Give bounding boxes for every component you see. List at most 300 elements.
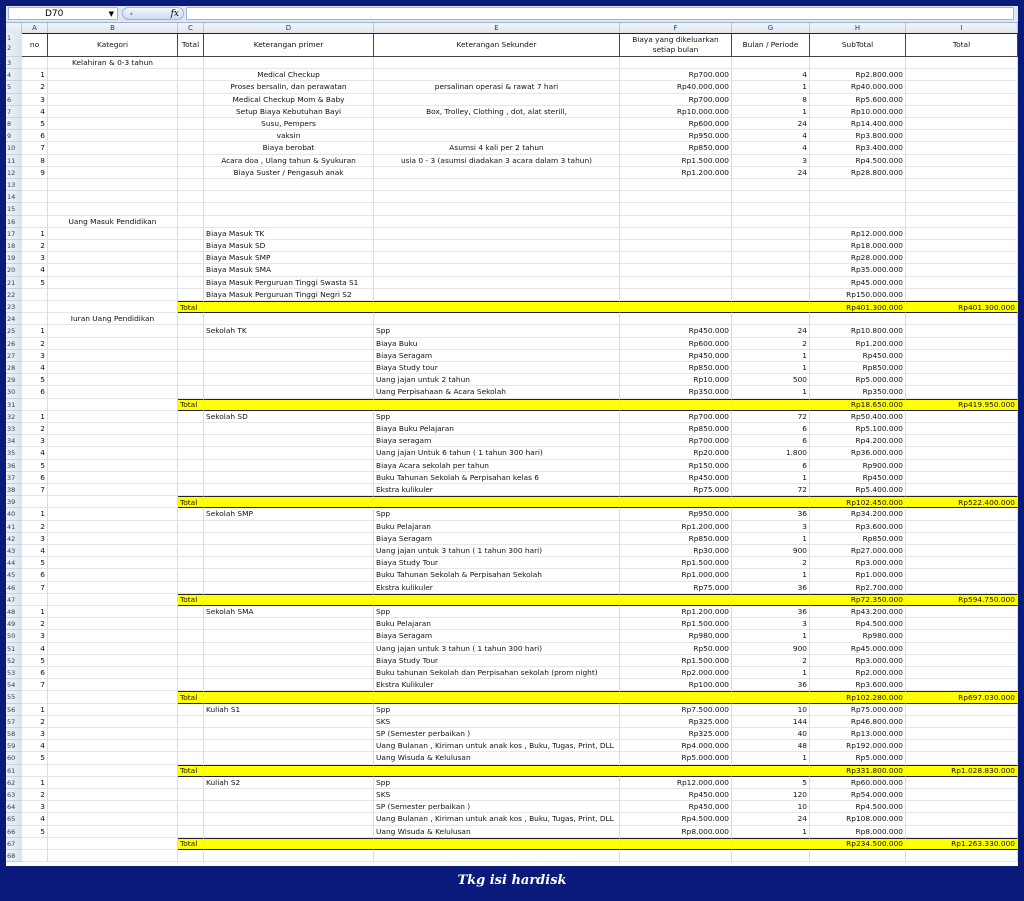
cell-no[interactable]: 5	[22, 752, 48, 764]
cell-periode[interactable]: 10	[732, 704, 810, 716]
cell-subtotal[interactable]: Rp5.600.000	[810, 94, 906, 106]
cell-periode[interactable]: 4	[732, 69, 810, 81]
cell-kategori[interactable]	[48, 179, 178, 191]
cell-total[interactable]	[906, 130, 1018, 142]
cell-no[interactable]: 2	[22, 338, 48, 350]
cell-biaya[interactable]: Rp350.000	[620, 386, 732, 398]
cell-biaya[interactable]: Rp8.000.000	[620, 826, 732, 838]
cell-periode[interactable]: 500	[732, 374, 810, 386]
cell-biaya[interactable]: Rp4.000.000	[620, 740, 732, 752]
cell-primer[interactable]	[204, 301, 374, 313]
cell-periode[interactable]: 900	[732, 643, 810, 655]
cell-total[interactable]	[906, 533, 1018, 545]
cell-subtotal[interactable]: Rp3.800.000	[810, 130, 906, 142]
cell-biaya[interactable]: Rp450.000	[620, 350, 732, 362]
cell-primer[interactable]	[204, 191, 374, 203]
cell-total-label[interactable]	[178, 777, 204, 789]
cell-kategori[interactable]	[48, 264, 178, 276]
cell-kategori[interactable]	[48, 594, 178, 606]
cell-sekunder[interactable]	[374, 118, 620, 130]
cell-primer[interactable]	[204, 423, 374, 435]
cell-subtotal[interactable]: Rp46.800.000	[810, 716, 906, 728]
cell-periode[interactable]: 2	[732, 557, 810, 569]
cell-no[interactable]: 6	[22, 386, 48, 398]
cell-total-label[interactable]	[178, 521, 204, 533]
cell-primer[interactable]: Biaya Suster / Pengasuh anak	[204, 167, 374, 179]
cell-primer[interactable]	[204, 643, 374, 655]
cell-subtotal[interactable]: Rp4.500.000	[810, 801, 906, 813]
cell-sekunder[interactable]: Spp	[374, 325, 620, 337]
cell-subtotal[interactable]: Rp850.000	[810, 533, 906, 545]
cell-biaya[interactable]: Rp10.000.000	[620, 106, 732, 118]
cell-total[interactable]	[906, 264, 1018, 276]
cell-primer[interactable]	[204, 362, 374, 374]
cell-biaya[interactable]: Rp850.000	[620, 533, 732, 545]
cell-sekunder[interactable]: Biaya Buku	[374, 338, 620, 350]
cell-subtotal[interactable]	[810, 216, 906, 228]
cell-biaya[interactable]: Rp450.000	[620, 472, 732, 484]
cell-primer[interactable]	[204, 557, 374, 569]
cell-biaya[interactable]: Rp850.000	[620, 423, 732, 435]
row-header[interactable]: 15	[6, 203, 22, 215]
cell-total[interactable]	[906, 521, 1018, 533]
cell-periode[interactable]: 72	[732, 411, 810, 423]
cell-periode[interactable]: 900	[732, 545, 810, 557]
cell-kategori[interactable]	[48, 704, 178, 716]
cell-total[interactable]	[906, 155, 1018, 167]
cell-no[interactable]: 5	[22, 557, 48, 569]
header-primer[interactable]: Keterangan primer	[204, 33, 374, 57]
cell-periode[interactable]: 36	[732, 679, 810, 691]
cell-primer[interactable]	[204, 850, 374, 862]
cell-total[interactable]	[906, 545, 1018, 557]
cell-primer[interactable]	[204, 545, 374, 557]
cell-biaya[interactable]: Rp850.000	[620, 142, 732, 154]
cell-primer[interactable]: Biaya Masuk Perguruan Tinggi Swasta S1	[204, 277, 374, 289]
cell-kategori[interactable]	[48, 447, 178, 459]
cell-sekunder[interactable]: Uang Wisuda & Kelulusan	[374, 826, 620, 838]
cell-biaya[interactable]: Rp450.000	[620, 801, 732, 813]
row-header[interactable]: 1 2	[6, 33, 22, 57]
cell-sekunder[interactable]: persalinan operasi & rawat 7 hari	[374, 81, 620, 93]
cell-primer[interactable]: Sekolah SMP	[204, 508, 374, 520]
cell-total-label[interactable]	[178, 630, 204, 642]
cell-kategori[interactable]	[48, 240, 178, 252]
cell-total[interactable]	[906, 94, 1018, 106]
cell-no[interactable]: 5	[22, 826, 48, 838]
column-header-d[interactable]: D	[204, 23, 374, 33]
cell-primer[interactable]	[204, 630, 374, 642]
cell-kategori[interactable]	[48, 545, 178, 557]
cell-sekunder[interactable]	[374, 179, 620, 191]
row-header[interactable]: 21	[6, 277, 22, 289]
cell-no[interactable]: 4	[22, 740, 48, 752]
cell-sekunder[interactable]	[374, 252, 620, 264]
header-sekunder[interactable]: Keterangan Sekunder	[374, 33, 620, 57]
row-header[interactable]: 39	[6, 496, 22, 508]
cell-total-label[interactable]	[178, 667, 204, 679]
row-header[interactable]: 33	[6, 423, 22, 435]
cell-sekunder[interactable]: Uang jajan Untuk 6 tahun ( 1 tahun 300 hari)	[374, 447, 620, 459]
cell-total-label[interactable]	[178, 728, 204, 740]
cell-total-label[interactable]	[178, 460, 204, 472]
cell-no[interactable]: 6	[22, 472, 48, 484]
cell-total-label[interactable]	[178, 386, 204, 398]
cell-kategori[interactable]	[48, 325, 178, 337]
cell-biaya[interactable]	[620, 191, 732, 203]
row-header[interactable]: 8	[6, 118, 22, 130]
cell-sekunder[interactable]: Uang jajan untuk 3 tahun ( 1 tahun 300 hari)	[374, 545, 620, 557]
cell-periode[interactable]	[732, 252, 810, 264]
cell-no[interactable]: 3	[22, 728, 48, 740]
cell-total-label[interactable]	[178, 752, 204, 764]
cell-total-label[interactable]: Total	[178, 765, 204, 777]
cell-total[interactable]	[906, 362, 1018, 374]
cell-periode[interactable]: 1	[732, 106, 810, 118]
cell-periode[interactable]	[732, 850, 810, 862]
cell-subtotal[interactable]: Rp12.000.000	[810, 228, 906, 240]
cell-no[interactable]	[22, 765, 48, 777]
row-header[interactable]: 68	[6, 850, 22, 862]
cell-subtotal[interactable]: Rp50.400.000	[810, 411, 906, 423]
cell-periode[interactable]: 36	[732, 508, 810, 520]
cell-biaya[interactable]: Rp1.200.000	[620, 167, 732, 179]
cell-total[interactable]	[906, 643, 1018, 655]
cell-total[interactable]	[906, 374, 1018, 386]
cell-primer[interactable]	[204, 216, 374, 228]
cell-kategori[interactable]	[48, 362, 178, 374]
row-header[interactable]: 66	[6, 826, 22, 838]
cell-kategori[interactable]	[48, 338, 178, 350]
cell-subtotal[interactable]: Rp401.300.000	[810, 301, 906, 313]
row-header[interactable]: 40	[6, 508, 22, 520]
cell-total-label[interactable]	[178, 350, 204, 362]
cell-kategori[interactable]	[48, 801, 178, 813]
cell-periode[interactable]	[732, 496, 810, 508]
cell-no[interactable]: 1	[22, 606, 48, 618]
cell-sekunder[interactable]	[374, 240, 620, 252]
cell-no[interactable]: 5	[22, 118, 48, 130]
cell-no[interactable]: 3	[22, 533, 48, 545]
header-periode[interactable]: Bulan / Periode	[732, 33, 810, 57]
cell-biaya[interactable]: Rp30.000	[620, 545, 732, 557]
row-header[interactable]: 50	[6, 630, 22, 642]
row-header[interactable]: 44	[6, 557, 22, 569]
column-header-g[interactable]: G	[732, 23, 810, 33]
cell-primer[interactable]	[204, 691, 374, 703]
cell-no[interactable]	[22, 289, 48, 301]
cell-subtotal[interactable]	[810, 203, 906, 215]
cell-biaya[interactable]: Rp40.000.000	[620, 81, 732, 93]
cell-total-label[interactable]	[178, 850, 204, 862]
row-header[interactable]: 31	[6, 399, 22, 411]
cell-total-label[interactable]	[178, 191, 204, 203]
cell-kategori[interactable]	[48, 691, 178, 703]
cell-periode[interactable]: 36	[732, 606, 810, 618]
cell-no[interactable]: 5	[22, 374, 48, 386]
cell-kategori[interactable]	[48, 435, 178, 447]
cell-primer[interactable]	[204, 838, 374, 850]
cell-total-label[interactable]	[178, 826, 204, 838]
cell-kategori[interactable]	[48, 423, 178, 435]
cell-kategori[interactable]	[48, 289, 178, 301]
chevron-down-icon[interactable]: ▼	[108, 10, 114, 18]
cell-kategori[interactable]	[48, 582, 178, 594]
cell-total[interactable]	[906, 106, 1018, 118]
cell-kategori[interactable]	[48, 765, 178, 777]
row-header[interactable]: 67	[6, 838, 22, 850]
cell-total[interactable]	[906, 338, 1018, 350]
cell-primer[interactable]	[204, 594, 374, 606]
cell-total[interactable]	[906, 582, 1018, 594]
cell-total-label[interactable]	[178, 447, 204, 459]
cell-subtotal[interactable]: Rp5.100.000	[810, 423, 906, 435]
cell-total[interactable]	[906, 447, 1018, 459]
cell-sekunder[interactable]: Biaya Acara sekolah per tahun	[374, 460, 620, 472]
cell-biaya[interactable]: Rp450.000	[620, 789, 732, 801]
cell-biaya[interactable]: Rp1.500.000	[620, 557, 732, 569]
cell-sekunder[interactable]: Biaya Seragam	[374, 630, 620, 642]
cell-total-label[interactable]	[178, 118, 204, 130]
cell-kategori[interactable]	[48, 301, 178, 313]
cell-no[interactable]: 7	[22, 582, 48, 594]
cell-sekunder[interactable]: Buku Tahunan Sekolah & Perpisahan kelas 6	[374, 472, 620, 484]
row-header[interactable]: 46	[6, 582, 22, 594]
row-header[interactable]: 19	[6, 252, 22, 264]
cell-total[interactable]	[906, 179, 1018, 191]
cell-biaya[interactable]	[620, 252, 732, 264]
cell-biaya[interactable]: Rp5.000.000	[620, 752, 732, 764]
cell-biaya[interactable]	[620, 228, 732, 240]
cell-subtotal[interactable]: Rp4.500.000	[810, 618, 906, 630]
cell-biaya[interactable]: Rp980.000	[620, 630, 732, 642]
cell-sekunder[interactable]: Biaya Seragam	[374, 533, 620, 545]
cell-no[interactable]: 3	[22, 435, 48, 447]
cell-kategori[interactable]	[48, 521, 178, 533]
cell-biaya[interactable]	[620, 203, 732, 215]
cell-sekunder[interactable]: Buku Pelajaran	[374, 618, 620, 630]
cell-total-label[interactable]	[178, 57, 204, 69]
cell-no[interactable]	[22, 399, 48, 411]
cell-no[interactable]: 7	[22, 679, 48, 691]
cell-total[interactable]	[906, 203, 1018, 215]
cell-biaya[interactable]: Rp850.000	[620, 362, 732, 374]
cell-primer[interactable]	[204, 582, 374, 594]
cell-kategori[interactable]	[48, 399, 178, 411]
cell-primer[interactable]	[204, 813, 374, 825]
cell-periode[interactable]	[732, 301, 810, 313]
cell-periode[interactable]: 8	[732, 94, 810, 106]
cell-periode[interactable]: 1	[732, 569, 810, 581]
cell-kategori[interactable]	[48, 606, 178, 618]
cell-primer[interactable]	[204, 350, 374, 362]
cell-biaya[interactable]	[620, 277, 732, 289]
cell-biaya[interactable]	[620, 850, 732, 862]
cell-subtotal[interactable]	[810, 57, 906, 69]
cell-total-label[interactable]	[178, 704, 204, 716]
row-header[interactable]: 13	[6, 179, 22, 191]
cell-biaya[interactable]: Rp700.000	[620, 435, 732, 447]
cell-subtotal[interactable]: Rp4.500.000	[810, 155, 906, 167]
cell-sekunder[interactable]: Biaya Study tour	[374, 362, 620, 374]
cell-no[interactable]: 3	[22, 252, 48, 264]
cell-primer[interactable]	[204, 460, 374, 472]
cell-total[interactable]	[906, 228, 1018, 240]
cell-kategori[interactable]	[48, 618, 178, 630]
cell-biaya[interactable]: Rp1.200.000	[620, 521, 732, 533]
cell-kategori[interactable]	[48, 533, 178, 545]
cell-total-label[interactable]	[178, 435, 204, 447]
cell-total[interactable]	[906, 435, 1018, 447]
cell-periode[interactable]: 24	[732, 167, 810, 179]
cell-total[interactable]	[906, 716, 1018, 728]
cell-no[interactable]: 5	[22, 655, 48, 667]
cell-biaya[interactable]: Rp150.000	[620, 460, 732, 472]
row-header[interactable]: 57	[6, 716, 22, 728]
cell-total[interactable]	[906, 313, 1018, 325]
cell-subtotal[interactable]: Rp1.200.000	[810, 338, 906, 350]
cell-primer[interactable]: Medical Checkup	[204, 69, 374, 81]
row-header[interactable]: 42	[6, 533, 22, 545]
cell-sekunder[interactable]	[374, 496, 620, 508]
cell-kategori[interactable]	[48, 789, 178, 801]
cell-subtotal[interactable]: Rp75.000.000	[810, 704, 906, 716]
row-header[interactable]: 12	[6, 167, 22, 179]
cell-biaya[interactable]	[620, 216, 732, 228]
cell-sekunder[interactable]: Uang jajan untuk 2 tahun	[374, 374, 620, 386]
row-header[interactable]: 16	[6, 216, 22, 228]
cell-biaya[interactable]	[620, 691, 732, 703]
cell-subtotal[interactable]: Rp14.400.000	[810, 118, 906, 130]
cell-subtotal[interactable]: Rp40.000.000	[810, 81, 906, 93]
header-total2[interactable]: Total	[906, 33, 1018, 57]
cell-periode[interactable]	[732, 216, 810, 228]
cell-subtotal[interactable]: Rp350.000	[810, 386, 906, 398]
cell-total-label[interactable]	[178, 557, 204, 569]
cell-periode[interactable]	[732, 313, 810, 325]
cell-sekunder[interactable]: SKS	[374, 716, 620, 728]
cell-sekunder[interactable]: Biaya Buku Pelajaran	[374, 423, 620, 435]
cell-total-label[interactable]	[178, 801, 204, 813]
cell-total[interactable]	[906, 216, 1018, 228]
cell-primer[interactable]: Sekolah TK	[204, 325, 374, 337]
cell-total[interactable]	[906, 752, 1018, 764]
cell-primer[interactable]	[204, 338, 374, 350]
cell-periode[interactable]: 5	[732, 777, 810, 789]
column-header-i[interactable]: I	[906, 23, 1018, 33]
cell-total[interactable]	[906, 850, 1018, 862]
cell-primer[interactable]: Sekolah SD	[204, 411, 374, 423]
cell-primer[interactable]	[204, 374, 374, 386]
cell-primer[interactable]: Biaya Masuk SD	[204, 240, 374, 252]
cell-biaya[interactable]: Rp600.000	[620, 338, 732, 350]
cell-periode[interactable]: 1	[732, 533, 810, 545]
cell-sekunder[interactable]	[374, 277, 620, 289]
row-header[interactable]: 18	[6, 240, 22, 252]
cell-periode[interactable]: 1	[732, 350, 810, 362]
cell-sekunder[interactable]	[374, 203, 620, 215]
row-header[interactable]: 32	[6, 411, 22, 423]
cell-total-label[interactable]	[178, 643, 204, 655]
cell-total[interactable]	[906, 508, 1018, 520]
cell-subtotal[interactable]: Rp980.000	[810, 630, 906, 642]
cell-kategori[interactable]	[48, 460, 178, 472]
cell-biaya[interactable]	[620, 264, 732, 276]
cell-primer[interactable]: Biaya Masuk TK	[204, 228, 374, 240]
row-header[interactable]: 36	[6, 460, 22, 472]
cell-no[interactable]: 4	[22, 643, 48, 655]
cell-no[interactable]	[22, 179, 48, 191]
cell-periode[interactable]: 4	[732, 130, 810, 142]
cell-sekunder[interactable]: Spp	[374, 606, 620, 618]
cell-no[interactable]: 9	[22, 167, 48, 179]
row-header[interactable]: 38	[6, 484, 22, 496]
cell-total-label[interactable]	[178, 679, 204, 691]
cell-primer[interactable]: Biaya berobat	[204, 142, 374, 154]
cell-no[interactable]	[22, 57, 48, 69]
cell-kategori[interactable]	[48, 191, 178, 203]
cell-biaya[interactable]: Rp4.500.000	[620, 813, 732, 825]
cell-total[interactable]	[906, 557, 1018, 569]
cell-no[interactable]: 4	[22, 362, 48, 374]
cell-primer[interactable]	[204, 801, 374, 813]
cell-primer[interactable]	[204, 57, 374, 69]
cell-periode[interactable]: 36	[732, 582, 810, 594]
row-header[interactable]: 22	[6, 289, 22, 301]
cell-total[interactable]	[906, 142, 1018, 154]
cell-subtotal[interactable]: Rp5.400.000	[810, 484, 906, 496]
cell-sekunder[interactable]	[374, 838, 620, 850]
cell-total-label[interactable]	[178, 655, 204, 667]
cell-subtotal[interactable]: Rp108.000.000	[810, 813, 906, 825]
cell-sekunder[interactable]	[374, 69, 620, 81]
row-header[interactable]: 20	[6, 264, 22, 276]
cell-no[interactable]	[22, 838, 48, 850]
cell-sekunder[interactable]: Uang jajan untuk 3 tahun ( 1 tahun 300 hari)	[374, 643, 620, 655]
cell-subtotal[interactable]: Rp28.000.000	[810, 252, 906, 264]
row-header[interactable]: 27	[6, 350, 22, 362]
cell-periode[interactable]	[732, 57, 810, 69]
cell-primer[interactable]	[204, 447, 374, 459]
cell-no[interactable]: 1	[22, 69, 48, 81]
cell-subtotal[interactable]: Rp18.650.000	[810, 399, 906, 411]
header-subtotal[interactable]: SubTotal	[810, 33, 906, 57]
cell-kategori[interactable]	[48, 374, 178, 386]
cell-total[interactable]	[906, 704, 1018, 716]
cell-subtotal[interactable]: Rp45.000.000	[810, 643, 906, 655]
cell-total[interactable]	[906, 386, 1018, 398]
row-header[interactable]: 59	[6, 740, 22, 752]
cell-total-label[interactable]	[178, 374, 204, 386]
row-header[interactable]: 48	[6, 606, 22, 618]
cell-kategori[interactable]	[48, 813, 178, 825]
cell-subtotal[interactable]: Rp331.800.000	[810, 765, 906, 777]
cell-periode[interactable]: 2	[732, 338, 810, 350]
cell-subtotal[interactable]: Rp27.000.000	[810, 545, 906, 557]
cell-periode[interactable]	[732, 594, 810, 606]
cell-no[interactable]: 2	[22, 618, 48, 630]
cell-biaya[interactable]	[620, 496, 732, 508]
row-header[interactable]: 30	[6, 386, 22, 398]
cell-primer[interactable]	[204, 313, 374, 325]
cell-total-label[interactable]	[178, 277, 204, 289]
cell-kategori[interactable]	[48, 472, 178, 484]
cell-sekunder[interactable]: Biaya seragam	[374, 435, 620, 447]
cell-kategori[interactable]	[48, 679, 178, 691]
cell-primer[interactable]	[204, 179, 374, 191]
column-header-e[interactable]: E	[374, 23, 620, 33]
cell-total[interactable]	[906, 728, 1018, 740]
